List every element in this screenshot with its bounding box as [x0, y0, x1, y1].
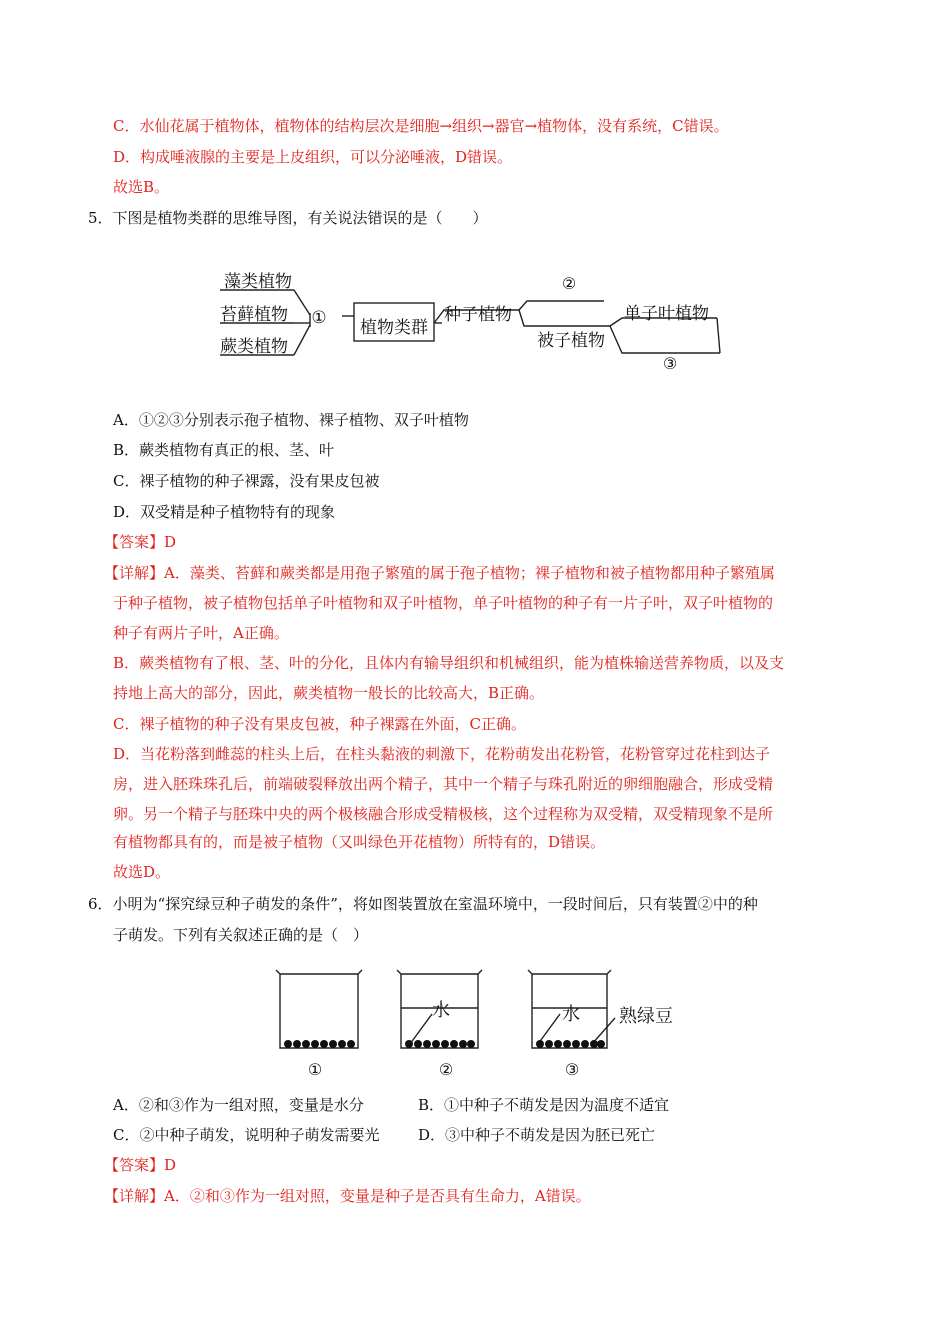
- q5-option-c: C．裸子植物的种子裸露，没有果皮包被: [113, 472, 380, 490]
- seed-germination-setup-figure: [270, 964, 690, 1079]
- figure-label-water-3: 水: [562, 1004, 580, 1025]
- q5-detail-line: B．蕨类植物有了根、茎、叶的分化，且体内有输导组织和机械组织，能为植株输送营养物质，以及支: [113, 654, 785, 672]
- map-label-moss: 苔藓植物: [220, 305, 288, 325]
- q5-stem: 5．下图是植物类群的思维导图，有关说法错误的是（ ）: [88, 209, 488, 227]
- map-mark-1: ①: [311, 308, 327, 328]
- q5-detail-line: C．裸子植物的种子没有果皮包被，种子裸露在外面，C正确。: [113, 715, 526, 733]
- map-label-fern: 蕨类植物: [220, 337, 288, 357]
- q5-conclusion: 故选D。: [113, 863, 171, 881]
- prev-conclusion: 故选B。: [113, 178, 170, 196]
- q5-option-b: B．蕨类植物有真正的根、茎、叶: [113, 441, 335, 459]
- prev-option-c-explanation: C．水仙花属于植物体，植物体的结构层次是细胞→组织→器官→植物体，没有系统，C错误。: [113, 117, 729, 135]
- figure-label-3: ③: [564, 1060, 580, 1079]
- map-label-algae: 藻类植物: [224, 272, 292, 292]
- q6-detail: 【详解】A．②和③作为一组对照，变量是种子是否具有生命力，A错误。: [104, 1187, 591, 1205]
- q5-detail-line: 卵。另一个精子与胚珠中央的两个极核融合形成受精极核，这个过程称为双受精，双受精现象不是所: [113, 805, 774, 823]
- q6-option-b: B．①中种子不萌发是因为温度不适宜: [418, 1096, 670, 1114]
- map-mark-2: ②: [561, 274, 577, 293]
- q5-detail-line: 于种子植物，被子植物包括单子叶植物和双子叶植物，单子叶植物的种子有一片子叶，双子叶植物的: [113, 594, 774, 612]
- figure-label-water-2: 水: [432, 1000, 450, 1021]
- q5-detail-line: 持地上高大的部分，因此，蕨类植物一般长的比较高大，B正确。: [113, 684, 545, 702]
- q5-detail-line: 有植物都具有的，而是被子植物（又叫绿色开花植物）所特有的，D错误。: [113, 833, 606, 851]
- q5-detail-line: 种子有两片子叶，A正确。: [113, 624, 289, 642]
- figure-label-1: ①: [307, 1060, 323, 1079]
- q6-option-d: D．③中种子不萌发是因为胚已死亡: [418, 1126, 656, 1144]
- map-label-monocots: 单子叶植物: [624, 304, 709, 324]
- prev-option-d-explanation: D．构成唾液腺的主要是上皮组织，可以分泌唾液，D错误。: [113, 148, 513, 166]
- q5-detail-line: 【详解】A．藻类、苔藓和蕨类都是用孢子繁殖的属于孢子植物；裸子植物和被子植物都用种子繁殖属: [104, 564, 775, 582]
- q5-detail-line: D．当花粉落到雌蕊的柱头上后，在柱头黏液的刺激下，花粉萌发出花粉管，花粉管穿过花柱到达子: [113, 745, 771, 763]
- q5-answer: 【答案】D: [104, 533, 177, 551]
- map-center-label: 植物类群: [360, 318, 428, 338]
- q5-option-d: D．双受精是种子植物特有的现象: [113, 503, 336, 521]
- plant-group-mind-map: [212, 263, 732, 388]
- figure-label-2: ②: [438, 1060, 454, 1079]
- q6-answer: 【答案】D: [104, 1156, 177, 1174]
- q5-detail-line: 房，进入胚珠珠孔后，前端破裂释放出两个精子，其中一个精子与珠孔附近的卵细胞融合，形成受精: [113, 775, 774, 793]
- map-mark-3: ③: [662, 354, 678, 373]
- figure-label-cooked-beans: 熟绿豆: [619, 1006, 673, 1027]
- q6-option-c: C．②中种子萌发，说明种子萌发需要光: [113, 1126, 380, 1144]
- q5-option-a: A．①②③分别表示孢子植物、裸子植物、双子叶植物: [113, 411, 469, 429]
- map-label-seed-plants: 种子植物: [444, 305, 512, 325]
- map-label-angiosperms: 被子植物: [537, 331, 605, 351]
- q6-stem-line-1: 6．小明为“探究绿豆种子萌发的条件”，将如图装置放在室温环境中，一段时间后，只有装置②中的种: [88, 895, 758, 913]
- q6-option-a: A．②和③作为一组对照，变量是水分: [113, 1096, 364, 1114]
- q6-stem-line-2: 子萌发。下列有关叙述正确的是（ ）: [113, 926, 369, 944]
